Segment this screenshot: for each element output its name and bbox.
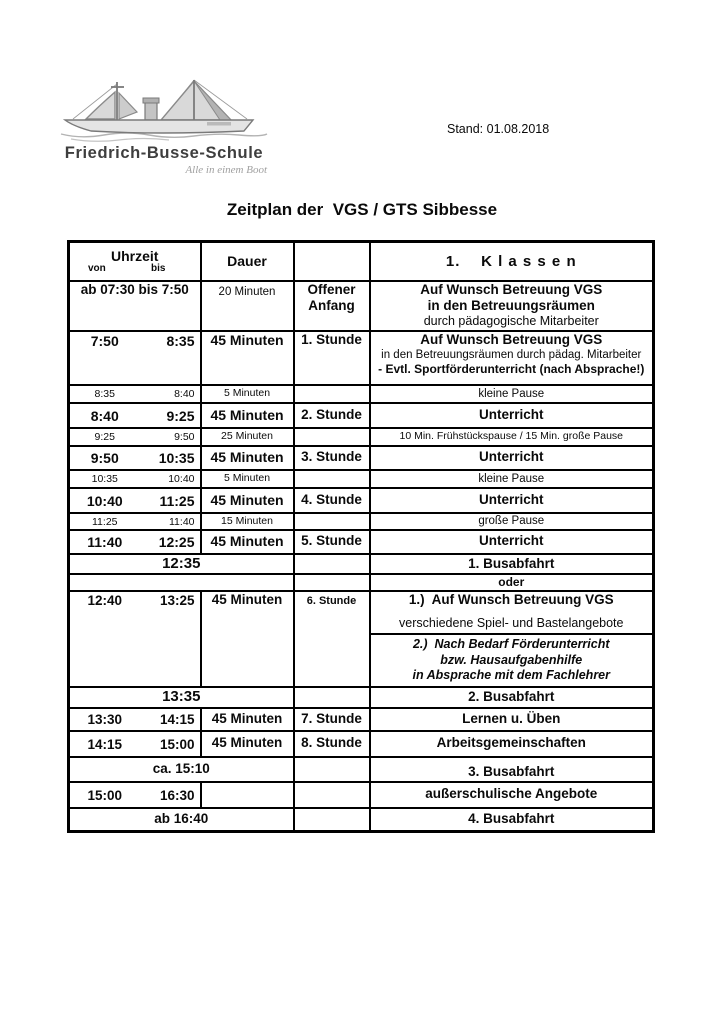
time-von: 11:25	[92, 515, 118, 528]
cell-line: 45 Minuten	[210, 533, 284, 550]
cell-line: 45 Minuten	[211, 735, 283, 751]
table-row	[69, 554, 654, 574]
time-bis: 9:25	[166, 407, 195, 424]
empty-cell	[294, 385, 370, 403]
table-row	[69, 591, 654, 687]
cell-line: 5 Minuten	[223, 472, 271, 485]
cell-line: 6. Stunde	[306, 594, 357, 607]
table-cell	[201, 331, 294, 385]
cell-line: 4. Busabfahrt	[468, 811, 555, 827]
table-row	[69, 385, 654, 403]
cell-line: Anfang	[308, 297, 355, 313]
empty-cell	[294, 687, 370, 708]
time-bis: 8:40	[174, 388, 195, 401]
page-title: Zeitplan der VGS / GTS Sibbesse	[226, 200, 498, 219]
header-dauer: Dauer	[201, 242, 294, 281]
table-cell	[201, 731, 294, 757]
table-row	[69, 513, 654, 530]
table-cell	[370, 554, 654, 574]
table-cell	[370, 281, 654, 331]
time-bis: 15:00	[159, 736, 195, 752]
table-cell	[370, 530, 654, 554]
cell-line: durch pädagogische Mitarbeiter	[423, 314, 599, 329]
time-cell	[69, 385, 201, 403]
time-bis: 11:25	[159, 492, 195, 509]
cell-line: - Evtl. Sportförderunterricht (nach Absprache!)	[378, 362, 645, 377]
cell-divider	[371, 633, 653, 635]
table-row	[69, 782, 654, 808]
table-cell	[201, 403, 294, 428]
table-cell	[201, 708, 294, 731]
cell-line: 1. Stunde	[301, 331, 362, 347]
cell-line: große Pause	[478, 515, 545, 528]
table-cell	[370, 687, 654, 708]
empty-cell	[294, 554, 370, 574]
cell-line: 7. Stunde	[301, 710, 362, 726]
cell-line: 2.) Nach Bedarf Förderunterricht	[412, 637, 610, 652]
cell-line: 2. Busabfahrt	[468, 688, 555, 704]
cell-line: 13:35	[162, 687, 201, 705]
header-von-label: von	[88, 263, 106, 275]
empty-cell	[294, 513, 370, 530]
cell-line: Auf Wunsch Betreuung VGS	[420, 331, 603, 347]
table-cell	[370, 513, 654, 530]
cell-line: 15 Minuten	[221, 514, 273, 527]
table-row	[69, 446, 654, 470]
time-cell	[69, 782, 201, 808]
cell-line: Auf Wunsch Betreuung VGS	[420, 281, 603, 297]
sailboat-icon	[59, 78, 269, 142]
cell-line: oder	[498, 574, 525, 589]
table-cell	[294, 530, 370, 554]
table-row	[69, 530, 654, 554]
table-row	[69, 687, 654, 708]
time-cell	[69, 513, 201, 530]
spacer	[373, 608, 651, 616]
table-cell	[370, 331, 654, 385]
table-row	[69, 488, 654, 513]
header-bis-label: bis	[151, 263, 166, 275]
table-cell	[201, 488, 294, 513]
schedule-table	[67, 240, 655, 833]
cell-line: 5 Minuten	[223, 387, 271, 400]
time-von: 13:30	[87, 712, 123, 728]
table-cell	[201, 591, 294, 687]
cell-line: in den Betreuungsräumen durch pädag. Mitarbeiter	[381, 349, 642, 362]
table-cell	[370, 808, 654, 832]
cell-line: Unterricht	[478, 406, 544, 422]
cell-line: 1. Busabfahrt	[468, 555, 555, 571]
header-klassen: 1. K l a s s e n	[370, 242, 654, 281]
cell-line: Unterricht	[478, 449, 544, 465]
time-bis: 13:25	[159, 592, 195, 608]
cell-line: 4. Stunde	[301, 491, 362, 507]
empty-cell	[69, 574, 294, 591]
table-cell	[69, 687, 294, 708]
time-cell	[69, 488, 201, 513]
header-stunde	[294, 242, 370, 281]
cell-line: ab 07:30 bis 7:50	[80, 281, 189, 297]
cell-line: 45 Minuten	[210, 406, 284, 423]
table-cell	[201, 281, 294, 331]
time-bis: 10:40	[168, 473, 195, 486]
cell-line: 1.) Auf Wunsch Betreuung VGS	[408, 591, 614, 607]
time-bis: 16:30	[159, 787, 195, 803]
time-cell	[69, 530, 201, 554]
cell-line: 3. Busabfahrt	[468, 763, 555, 779]
empty-cell	[294, 782, 370, 808]
table-cell	[370, 708, 654, 731]
cell-line: in Absprache mit dem Fachlehrer	[412, 667, 610, 682]
cell-line: kleine Pause	[478, 387, 545, 400]
empty-cell	[201, 782, 294, 808]
time-von: 9:50	[90, 450, 119, 467]
time-cell	[69, 331, 201, 385]
empty-cell	[294, 428, 370, 446]
time-bis: 9:50	[174, 431, 195, 444]
table-cell	[370, 385, 654, 403]
cell-line: verschiedene Spiel- und Bastelangebote	[399, 616, 624, 631]
cell-line: 45 Minuten	[210, 491, 284, 508]
table-row	[69, 708, 654, 731]
table-cell	[201, 385, 294, 403]
table-cell	[69, 281, 201, 331]
cell-line: kleine Pause	[478, 472, 545, 485]
time-von: 15:00	[87, 787, 123, 803]
table-cell	[69, 554, 294, 574]
time-bis: 10:35	[158, 450, 195, 467]
table-cell	[201, 428, 294, 446]
time-von: 14:15	[87, 736, 123, 752]
table-row	[69, 808, 654, 832]
stand-date: Stand: 01.08.2018	[447, 122, 550, 136]
cell-line: ca. 15:10	[152, 760, 210, 776]
time-von: 7:50	[90, 332, 119, 349]
table-cell	[370, 731, 654, 757]
cell-line: 12:35	[162, 554, 201, 572]
cell-line: 45 Minuten	[211, 710, 283, 726]
empty-cell	[294, 808, 370, 832]
table-cell	[370, 574, 654, 591]
cell-line: in den Betreuungsräumen	[427, 297, 595, 313]
table-cell	[201, 446, 294, 470]
table-cell	[201, 513, 294, 530]
time-von: 10:35	[91, 473, 118, 486]
table-cell	[370, 428, 654, 446]
time-bis: 14:15	[159, 712, 195, 728]
table-cell	[370, 591, 654, 687]
time-von: 12:40	[87, 592, 123, 608]
time-cell	[69, 470, 201, 488]
table-row	[69, 331, 654, 385]
time-cell	[69, 403, 201, 428]
cell-line: 5. Stunde	[301, 533, 362, 549]
table-header-row	[69, 242, 654, 281]
table-cell	[294, 446, 370, 470]
time-bis: 12:25	[158, 534, 195, 551]
cell-line: 45 Minuten	[210, 331, 284, 348]
table-row	[69, 574, 654, 591]
table-cell	[370, 470, 654, 488]
table-cell	[370, 782, 654, 808]
table-cell	[294, 731, 370, 757]
table-row	[69, 428, 654, 446]
cell-line: Unterricht	[478, 533, 544, 549]
empty-cell	[294, 574, 370, 591]
table-cell	[69, 757, 294, 782]
table-cell	[370, 446, 654, 470]
cell-line: außerschulische Angebote	[425, 786, 598, 802]
table-row	[69, 757, 654, 782]
table-cell	[294, 708, 370, 731]
cell-line: 25 Minuten	[221, 430, 273, 443]
cell-line: 3. Stunde	[301, 449, 362, 465]
table-cell	[294, 331, 370, 385]
time-cell	[69, 591, 201, 687]
cell-line: 45 Minuten	[210, 449, 284, 466]
header-uhrzeit-label: Uhrzeit	[111, 248, 159, 265]
table-cell	[201, 530, 294, 554]
cell-line: Lernen u. Üben	[462, 710, 561, 726]
time-cell	[69, 708, 201, 731]
time-bis: 8:35	[166, 332, 195, 349]
time-cell	[69, 731, 201, 757]
cell-line: ab 16:40	[154, 811, 209, 827]
table-row	[69, 281, 654, 331]
empty-cell	[294, 470, 370, 488]
cell-line: 10 Min. Frühstückspause / 15 Min. große Pause	[399, 430, 624, 443]
header-uhrzeit	[69, 242, 201, 281]
schedule-body	[69, 242, 654, 832]
school-slogan: Alle in einem Boot	[185, 164, 267, 176]
cell-line: Arbeitsgemeinschaften	[436, 735, 586, 751]
table-cell	[69, 808, 294, 832]
time-bis: 11:40	[169, 515, 195, 528]
table-row	[69, 470, 654, 488]
time-cell	[69, 446, 201, 470]
table-row	[69, 731, 654, 757]
time-von: 10:40	[86, 492, 123, 509]
table-cell	[370, 488, 654, 513]
table-cell	[294, 281, 370, 331]
school-logo	[55, 78, 273, 176]
time-cell	[69, 428, 201, 446]
cell-line: 8. Stunde	[301, 735, 362, 751]
table-cell	[294, 591, 370, 687]
time-von: 8:35	[94, 388, 115, 401]
cell-line: 45 Minuten	[211, 591, 283, 607]
time-von: 11:40	[87, 534, 123, 551]
table-row	[69, 403, 654, 428]
table-cell	[294, 403, 370, 428]
time-von: 9:25	[94, 431, 115, 444]
table-cell	[294, 488, 370, 513]
cell-line: Offener	[307, 281, 356, 297]
school-name: Friedrich-Busse-Schule	[64, 144, 264, 162]
table-cell	[201, 470, 294, 488]
time-von: 8:40	[90, 407, 119, 424]
cell-line: 20 Minuten	[218, 285, 276, 298]
cell-line: 2. Stunde	[301, 406, 362, 422]
header-vonbis	[72, 264, 198, 277]
cell-line: Unterricht	[478, 491, 544, 507]
table-cell	[370, 403, 654, 428]
table-cell	[370, 757, 654, 782]
cell-line: bzw. Hausaufgabenhilfe	[440, 652, 583, 667]
empty-cell	[294, 757, 370, 782]
